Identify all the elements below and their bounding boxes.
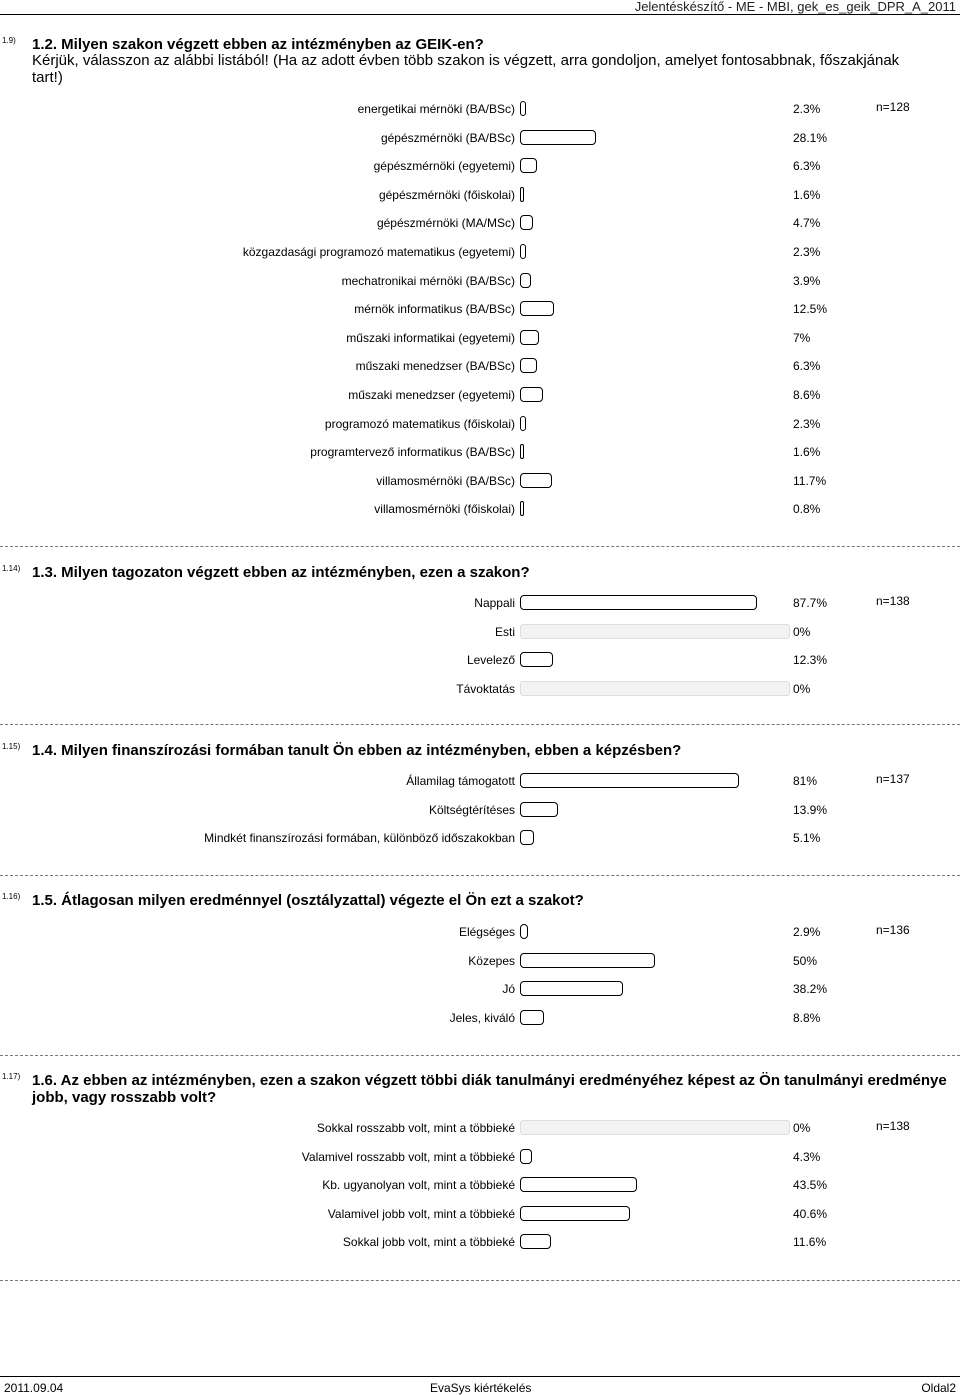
data-label: 13.9% xyxy=(793,802,828,817)
chart-row xyxy=(0,922,960,944)
bar xyxy=(520,215,533,230)
footer-date: 2011.09.04 xyxy=(4,1381,64,1395)
chart-title: 1.2. Milyen szakon végzett ebben az intézményben az GEIK-en? xyxy=(32,36,484,53)
data-label: 0% xyxy=(793,624,811,639)
respondent-count: n=138 xyxy=(876,1119,910,1133)
chart-row xyxy=(0,622,960,644)
chart-title: 1.6. Az ebben az intézményben, ezen a szakon végzett többi diák tanulmányi eredményéhez képest az Ön tanulmányi eredménye jobb, vagy rosszabb volt? xyxy=(32,1072,947,1106)
category-label: Mindkét finanszírozási formában, különböző időszakokban xyxy=(204,831,515,846)
chart-row xyxy=(0,213,960,235)
data-label: 40.6% xyxy=(793,1206,828,1221)
bar xyxy=(520,1206,630,1221)
bar xyxy=(520,501,524,516)
bar xyxy=(520,244,526,259)
data-label: 11.6% xyxy=(793,1235,827,1250)
chart-row xyxy=(0,99,960,121)
category-label: Államilag támogatott xyxy=(406,774,515,788)
chart-row xyxy=(0,951,960,973)
data-label: 8.6% xyxy=(793,388,821,402)
data-label: 1.6% xyxy=(793,187,821,202)
chart-row xyxy=(0,328,960,350)
chart-row xyxy=(0,271,960,293)
respondent-count: n=136 xyxy=(876,923,910,937)
data-label: 8.8% xyxy=(793,1010,821,1025)
category-label: műszaki informatikai (egyetemi) xyxy=(346,330,515,345)
chart-row xyxy=(0,828,960,850)
category-label: Valamivel jobb volt, mint a többieké xyxy=(327,1206,515,1221)
bar xyxy=(520,773,739,788)
chart-row xyxy=(0,679,960,701)
category-label: Jó xyxy=(502,982,515,997)
data-label: 43.5% xyxy=(793,1178,828,1193)
chart-row xyxy=(0,299,960,321)
chart-title: 1.4. Milyen finanszírozási formában tanult Ön ebben az intézményben, ebben a képzésben? xyxy=(32,742,682,759)
chart-row xyxy=(0,650,960,672)
category-label: villamosmérnöki (BA/BSc) xyxy=(376,473,515,488)
chart-row xyxy=(0,1175,960,1197)
section-separator xyxy=(0,875,960,876)
chart-row xyxy=(0,1204,960,1226)
data-label: 6.3% xyxy=(793,159,821,174)
data-label: 1.6% xyxy=(793,445,821,460)
data-label: 2.3% xyxy=(793,102,821,116)
category-label: Távoktatás xyxy=(456,681,515,696)
category-label: Sokkal rosszabb volt, mint a többieké xyxy=(316,1121,515,1135)
chart-row xyxy=(0,1147,960,1169)
data-label: 0% xyxy=(793,1121,811,1135)
question-number: 1.14) xyxy=(2,564,21,573)
question-number: 1.17) xyxy=(2,1072,21,1081)
footer-center: EvaSys kiértékelés xyxy=(430,1381,532,1395)
bar xyxy=(520,273,531,288)
chart-row xyxy=(0,156,960,178)
chart-row xyxy=(0,1008,960,1030)
bar xyxy=(520,1010,544,1025)
bar xyxy=(520,981,623,996)
category-label: mérnök informatikus (BA/BSc) xyxy=(354,302,515,317)
respondent-count: n=137 xyxy=(876,772,910,786)
respondent-count: n=138 xyxy=(876,594,910,608)
bar xyxy=(520,1120,790,1135)
data-label: 4.7% xyxy=(793,216,821,231)
data-label: 3.9% xyxy=(793,273,821,288)
data-label: 81% xyxy=(793,774,818,788)
category-label: Elégséges xyxy=(458,925,515,939)
category-label: villamosmérnöki (főiskolai) xyxy=(374,502,515,517)
data-label: 2.9% xyxy=(793,925,821,939)
chart-title: 1.5. Átlagosan milyen eredménnyel (osztályzattal) végezte el Ön ezt a szakot? xyxy=(32,892,584,909)
bar xyxy=(520,358,537,373)
data-label: 2.3% xyxy=(793,416,821,431)
category-label: műszaki menedzser (BA/BSc) xyxy=(355,359,515,374)
chart-row xyxy=(0,356,960,378)
chart-subtitle: Kérjük, válasszon az alábbi listából! (Ha az adott évben több szakon is végzett, arra gondoljon, amelyet fontosabbnak, főszakjának tart!) xyxy=(32,52,900,86)
bar xyxy=(520,681,790,696)
question-number: 1.15) xyxy=(2,742,21,751)
category-label: Valamivel rosszabb volt, mint a többieké xyxy=(301,1149,515,1164)
chart-row xyxy=(0,242,960,264)
category-label: Jeles, kiváló xyxy=(449,1010,515,1025)
category-label: Közepes xyxy=(468,953,515,968)
bar xyxy=(520,301,554,316)
data-label: 4.3% xyxy=(793,1149,821,1164)
category-label: közgazdasági programozó matematikus (egyetemi) xyxy=(242,245,515,259)
bar xyxy=(520,330,539,345)
question-number: 1.16) xyxy=(2,892,21,901)
bar xyxy=(520,652,553,667)
data-label: 50% xyxy=(793,953,818,968)
question-number: 1.9) xyxy=(2,36,16,45)
bar xyxy=(520,158,537,173)
section-separator xyxy=(0,1055,960,1056)
bar xyxy=(520,1177,637,1192)
footer xyxy=(0,1376,960,1395)
data-label: 7% xyxy=(793,330,811,345)
chart-row xyxy=(0,385,960,407)
bar xyxy=(520,130,596,145)
category-label: gépészmérnöki (egyetemi) xyxy=(373,159,515,174)
category-label: gépészmérnöki (BA/BSc) xyxy=(380,130,515,145)
category-label: Költségtérítéses xyxy=(428,802,515,817)
chart-row xyxy=(0,185,960,207)
data-label: 12.5% xyxy=(793,302,828,317)
data-label: 2.3% xyxy=(793,245,821,259)
data-label: 38.2% xyxy=(793,982,828,997)
bar xyxy=(520,1149,532,1164)
bar xyxy=(520,830,534,845)
respondent-count: n=128 xyxy=(876,100,910,114)
data-label: 5.1% xyxy=(793,831,821,846)
section-separator xyxy=(0,724,960,725)
chart-title: 1.3. Milyen tagozaton végzett ebben az intézményben, ezen a szakon? xyxy=(32,564,530,581)
bar xyxy=(520,924,528,939)
bar xyxy=(520,416,526,431)
data-label: 6.3% xyxy=(793,359,821,374)
chart-row xyxy=(0,593,960,615)
bar xyxy=(520,387,543,402)
data-label: 0% xyxy=(793,681,811,696)
header-divider xyxy=(0,14,960,15)
category-label: Sokkal jobb volt, mint a többieké xyxy=(342,1235,515,1250)
chart-row xyxy=(0,414,960,436)
category-label: programozó matematikus (főiskolai) xyxy=(324,416,515,431)
category-label: mechatronikai mérnöki (BA/BSc) xyxy=(341,273,515,288)
category-label: műszaki menedzser (egyetemi) xyxy=(348,388,515,402)
bar xyxy=(520,953,655,968)
bar xyxy=(520,101,526,116)
data-label: 87.7% xyxy=(793,596,828,610)
category-label: programtervező informatikus (BA/BSc) xyxy=(310,445,515,460)
category-label: Levelező xyxy=(466,653,515,668)
bar xyxy=(520,1234,551,1249)
category-label: Kb. ugyanolyan volt, mint a többieké xyxy=(322,1178,515,1193)
section-separator xyxy=(0,1280,960,1281)
bar xyxy=(520,473,552,488)
category-label: Esti xyxy=(494,624,515,639)
chart-row xyxy=(0,1232,960,1254)
chart-row xyxy=(0,1118,960,1140)
category-label: gépészmérnöki (főiskolai) xyxy=(378,187,515,202)
bar xyxy=(520,187,524,202)
data-label: 0.8% xyxy=(793,502,821,517)
category-label: energetikai mérnöki (BA/BSc) xyxy=(357,102,515,116)
bar xyxy=(520,624,790,639)
chart-row xyxy=(0,771,960,793)
chart-row xyxy=(0,471,960,493)
footer-page: Oldal2 xyxy=(921,1381,956,1395)
data-label: 12.3% xyxy=(793,653,828,668)
chart-row xyxy=(0,979,960,1001)
chart-row xyxy=(0,128,960,150)
data-label: 28.1% xyxy=(793,130,828,145)
category-label: Nappali xyxy=(474,596,515,610)
bar xyxy=(520,802,558,817)
chart-row xyxy=(0,800,960,822)
data-label: 11.7% xyxy=(793,473,827,488)
report-title: Jelentéskészítő - ME - MBI, gek_es_geik_DPR_A_2011 xyxy=(634,0,956,14)
chart-row xyxy=(0,499,960,521)
category-label: gépészmérnöki (MA/MSc) xyxy=(376,216,515,231)
bar xyxy=(520,444,524,459)
bar xyxy=(520,595,757,610)
chart-row xyxy=(0,442,960,464)
section-separator xyxy=(0,546,960,547)
